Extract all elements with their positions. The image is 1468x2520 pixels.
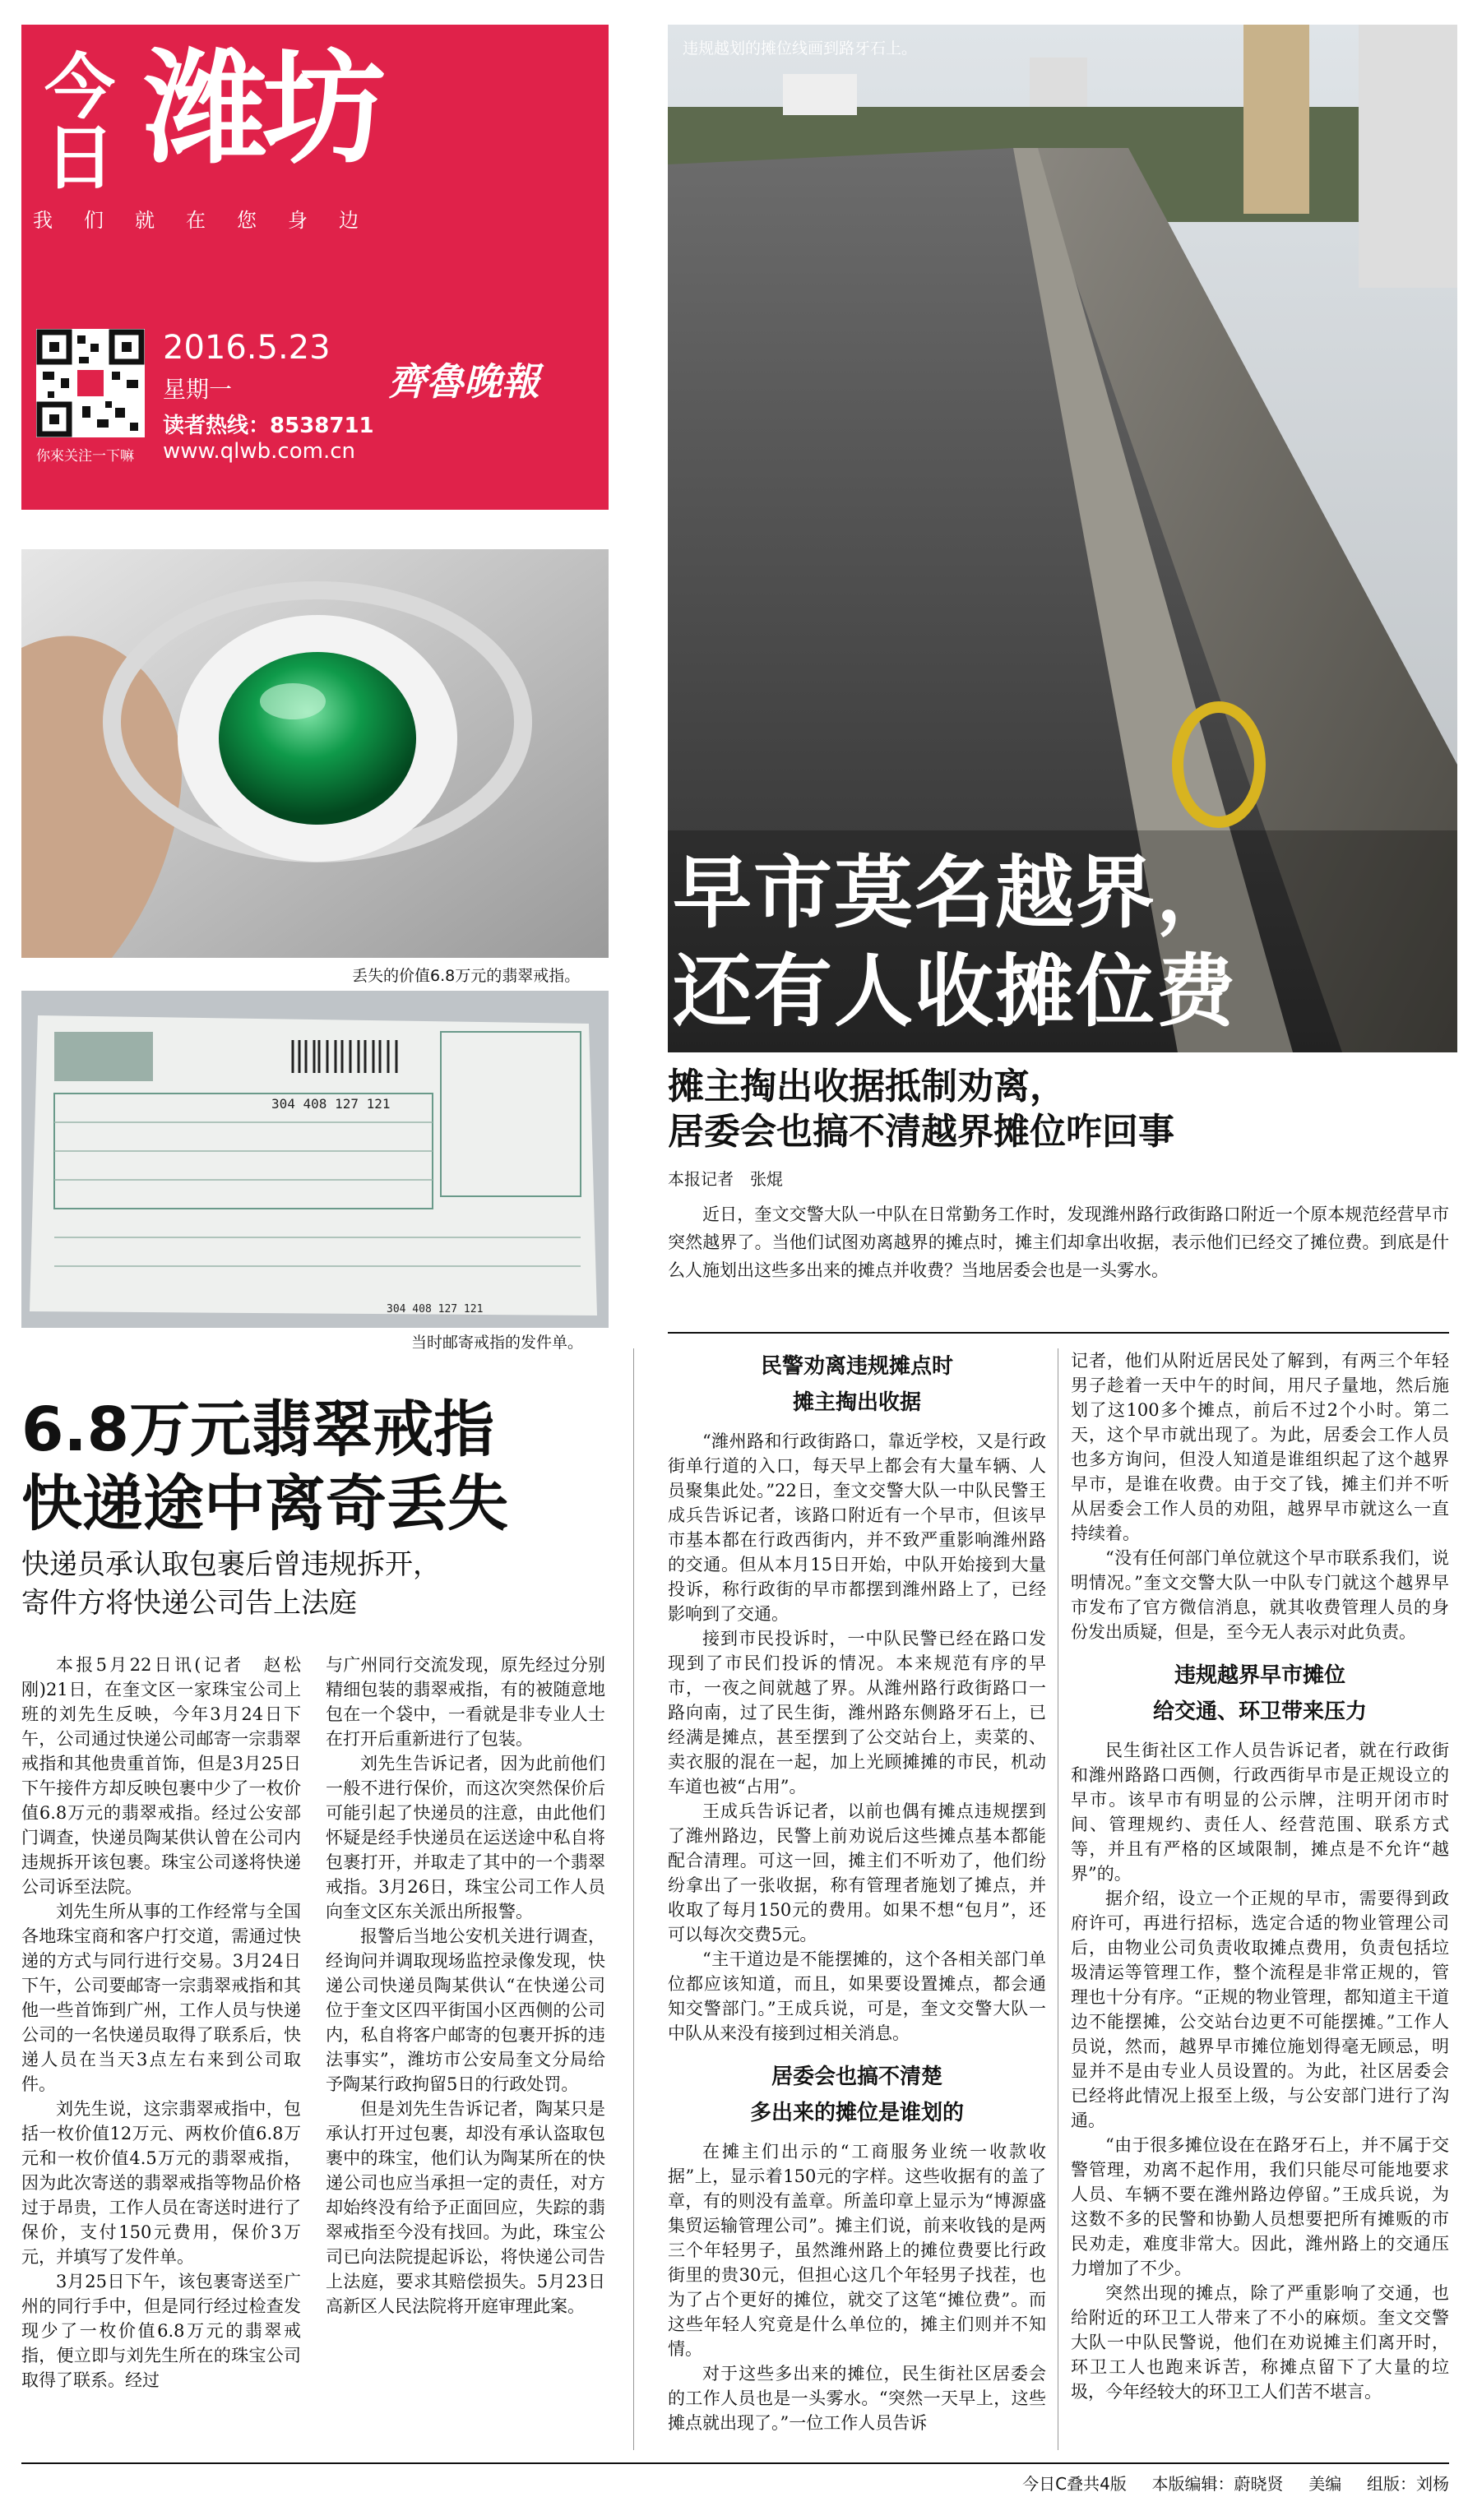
market-lead	[668, 1200, 1449, 1284]
paragraph: 记者，他们从附近居民处了解到，有两三个年轻男子趁着一天中午的时间，用尺子量地，然后施划了这100多个摊点，前后不过2个小时。第二天，这个早市就出现了。为此，居委会工作人员也多方询问，但没人知道是谁组织起了这个越界早市，是谁在收费。由于交了钱，摊主们并不听从居委会工作人员的劝阻，越界早市就这么一直持续着。	[1071, 1351, 1449, 1543]
footer-page-info: 今日C叠共4版	[1022, 2474, 1127, 2494]
ring-photo-caption: 丢失的价值6.8万元的翡翠戒指。	[352, 967, 581, 985]
market-headline-line2: 还有人收摊位费	[673, 946, 1237, 1038]
story-divider	[633, 1348, 634, 2450]
market-section1-title-1: 民警劝离违规摊点时	[760, 1354, 953, 1379]
ring-subhead-line1: 快递员承认取包裹后曾违规拆开，	[21, 1548, 441, 1581]
masthead-slogan: 我们就在您身边	[33, 209, 390, 232]
ring-column-1	[21, 1653, 301, 2393]
footer-layout: 组版：刘杨	[1367, 2474, 1449, 2494]
footer-rule	[21, 2462, 1449, 2464]
market-col3-body	[1071, 1348, 1449, 1644]
receipt-photo	[21, 991, 609, 1328]
receipt-barcode-number: 304 408 127 121	[271, 1096, 391, 1112]
paragraph: 据介绍，设立一个正规的早市，需要得到政府许可，再进行招标，选定合适的物业管理公司后，由物业公司负责收取摊点费用，负责包括垃圾清运等管理工作，整个流程是非常正规的，管理也十分有序。“正规的物业管理，都知道主干道边不能摆摊，公交站台边更不可能摆摊。”工作人员说，然而，越界早市摊位施划得毫无顾忌，明显并不是由专业人员设置的。为此，社区居委会已经将此情况上报至上级，与公安部门进行了沟通。	[1071, 1889, 1449, 2130]
paragraph: 但是刘先生告诉记者，陶某只是承认打开过包裹，却没有承认盗取包裹中的珠宝，他们认为陶某所在的快递公司也应当承担一定的责任，对方却始终没有给予正面回应，失踪的翡翠戒指至今没有找回。为此，珠宝公司已向法院提起诉讼，将快递公司告上法庭，要求其赔偿损失。5月23日高新区人民法院将开庭审理此案。	[326, 2099, 605, 2316]
paragraph: 王成兵告诉记者，以前也偶有摊点违规摆到了潍州路边，民警上前劝说后这些摊点基本都能配合清理。可这一回，摊主们不听劝了，他们纷纷拿出了一张收据，称有管理者施划了摊点，并收取了每月150元的费用。如果不想“包月”，还可以每次交费5元。	[668, 1801, 1046, 1944]
market-section1-body	[668, 1429, 1046, 2046]
paragraph: 报警后当地公安机关进行调查，经询问并调取现场监控录像发现，快递公司快递员陶某供认“在快递公司位于奎文区四平街国小区西侧的公司内，私自将客户邮寄的包裹开拆的违法事实”，潍坊市公安局奎文分局给予陶某行政拘留5日的行政处罚。	[326, 1926, 605, 2094]
market-subhead-line1: 摊主掏出收据抵制劝离，	[668, 1066, 1066, 1107]
paragraph: 接到市民投诉时，一中队民警已经在路口发现到了市民们投诉的情况。本来规范有序的早市，一夜之间就越了界。从潍州路行政街路口一路向南，过了民生街，潍州路东侧路牙石上，已经满是摊点，甚至摆到了公交站台上，卖菜的、卖衣服的混在一起，加上光顾摊摊的市民，机动车道也被“占用”。	[668, 1629, 1046, 1796]
paragraph: 本报5月22日讯(记者 赵松刚)21日，在奎文区一家珠宝公司上班的刘先生反映，今年3月24日下午，公司通过快递公司邮寄一宗翡翠戒指和其他贵重首饰，但是3月25日下午接件方却反映包裹中少了一枚价值6.8万元的翡翠戒指。经过公安部门调查，快递员陶某供认曾在公司内违规拆开该包裹。珠宝公司遂将快递公司诉至法院。	[21, 1655, 301, 1897]
street-photo-caption: 违规越划的摊位线画到路牙石上。	[683, 39, 918, 58]
issue-date: 2016.5.23	[163, 329, 331, 367]
paragraph: 3月25日下午，该包裹寄送至广州的同行手中，但是同行经过检查发现少了一枚价值6.8万元的翡翠戒指，便立即与刘先生所在的珠宝公司取得了联系。经过	[21, 2272, 301, 2390]
market-lead-divider	[668, 1332, 1449, 1334]
paragraph: 与广州同行交流发现，原先经过分别精细包装的翡翠戒指，有的被随意地包在一个袋中，一看就是非专业人士在打开后重新进行了包装。	[326, 1655, 605, 1749]
ring-headline-line1: 6.8万元翡翠戒指	[21, 1394, 495, 1465]
market-column-1	[668, 1348, 1046, 2435]
market-section2-title-2: 多出来的摊位是谁划的	[749, 2101, 964, 2125]
market-section3-title-1: 违规越界早市摊位	[1174, 1663, 1345, 1688]
receipt-barcode-number-bottom: 304 408 127 121	[387, 1303, 484, 1315]
paragraph: “主干道边是不能摆摊的，这个各相关部门单位都应该知道，而且，如果要设置摊点，都会通知交警部门。”王成兵说，可是，奎文交警大队一中队从来没有接到过相关消息。	[668, 1949, 1046, 2043]
paragraph: “没有任何部门单位就这个早市联系我们，说明情况。”奎文交警大队一中队专门就这个越界早市发布了官方微信消息，就其收费管理人员的身份发出质疑，但是，至今无人表示对此负责。	[1071, 1548, 1449, 1642]
market-subhead-line2: 居委会也搞不清越界摊位咋回事	[668, 1111, 1174, 1153]
paragraph: 突然出现的摊点，除了严重影响了交通，也给附近的环卫工人带来了不小的麻烦。奎文交警大队一中队民警说，他们在劝说摊主们离开时，环卫工人也跑来诉苦，称摊点留下了大量的垃圾，今年经较大的环卫工人们苦不堪言。	[1071, 2283, 1449, 2402]
receipt-photo-caption: 当时邮寄戒指的发件单。	[411, 1334, 584, 1352]
footer-art: 美编	[1308, 2474, 1342, 2494]
market-byline: 本报记者 张焜	[668, 1169, 783, 1189]
qr-code-icon	[36, 329, 145, 437]
paragraph: 在摊主们出示的“工商服务业统一收款收据”上，显示着150元的字样。这些收据有的盖了章，有的则没有盖章。所盖印章上显示为“博源盛集贸运输管理公司”。摊主们说，前来收钱的是两三个年轻男子，虽然潍州路上的摊位费要比行政街里的贵30元，但担心这几个年轻男子找茬，也为了占个更好的摊位，就交了这笔“摊位费”。而这些年轻人究竟是什么单位的，摊主们则并不知情。	[668, 2142, 1046, 2359]
ring-column-2	[326, 1653, 605, 2319]
paragraph: 刘先生告诉记者，因为此前他们一般不进行保价，而这次突然保价后可能引起了快递员的注意，由此他们怀疑是经手快递员在运送途中私自将包裹打开，并取走了其中的一个翡翠戒指。3月26日，珠宝公司工作人员向奎文区东关派出所报警。	[326, 1754, 605, 1921]
paragraph: 对于这些多出来的摊位，民生街社区居委会的工作人员也是一头雾水。“突然一天早上，这些摊点就出现了。”一位工作人员告诉	[668, 2364, 1046, 2433]
ring-subhead-line2: 寄件方将快递公司告上法庭	[21, 1587, 357, 1620]
reader-hotline: 读者热线：8538711	[163, 414, 374, 438]
ring-col2-body	[326, 1653, 605, 2319]
ring-photo	[21, 549, 609, 958]
market-section1-title-2: 摊主掏出收据	[792, 1390, 921, 1415]
logo-today: 今日	[32, 49, 114, 191]
market-column-2	[1071, 1348, 1449, 2404]
ring-col1-body	[21, 1653, 301, 2393]
market-headline-line1: 早市莫名越界，	[673, 847, 1237, 939]
paragraph: “潍州路和行政街路口，靠近学校，又是行政街单行道的入口，每天早上都会有大量车辆、人员聚集此处。”22日，奎文交警大队一中队民警王成兵告诉记者，该路口附近有一个早市，但该早市基本都在行政西街内，并不致严重影响潍州路的交通。但从本月15日开始，中队开始接到大量投诉，称行政街的早市都摆到潍州路上了，已经影响到了交通。	[668, 1431, 1046, 1624]
logo-weifang: 潍坊	[144, 38, 382, 181]
market-section2-title-1: 居委会也搞不清楚	[771, 2065, 942, 2089]
paper-name-logo: 齊魯晚報	[388, 359, 540, 404]
market-section2-body	[668, 2139, 1046, 2435]
footer-editor: 本版编辑：蔚晓贤	[1151, 2474, 1284, 2494]
website-link[interactable]: www.qlwb.com.cn	[163, 439, 355, 464]
ring-headline-line2: 快递途中离奇丢失	[21, 1468, 508, 1539]
issue-weekday: 星期一	[163, 376, 233, 403]
paragraph: 刘先生所从事的工作经常与全国各地珠宝商和客户打交道，需通过快递的方式与同行进行交易。3月24日下午，公司要邮寄一宗翡翠戒指和其他一些首饰到广州，工作人员与快递公司的一名快递员取得了联系后，快递人员在当天3点左右来到公司取件。	[21, 1902, 301, 2094]
paragraph: 民生街社区工作人员告诉记者，就在行政街和潍州路路口西侧，行政西街早市是正规设立的早市。该早市有明显的公示牌，注明开闭市时间、管理规约、责任人、经营范围、联系方式等，并且有严格的区域限制，摊点是不允许“越界”的。	[1071, 1741, 1449, 1884]
qr-caption: 你來关注一下嘛	[36, 448, 134, 465]
footer-credits	[855, 2471, 1449, 2495]
market-lead-text: 近日，奎文交警大队一中队在日常勤务工作时，发现潍州路行政街路口附近一个原本规范经营早市突然越界了。当他们试图劝离越界的摊点时，摊主们却拿出收据，表示他们已经交了摊位费。到底是什么人施划出这些多出来的摊点并收费？当地居委会也是一头雾水。	[668, 1205, 1449, 1280]
paragraph: “由于很多摊位设在在路牙石上，并不属于交警管理，劝离不起作用，我们只能尽可能地要求人员、车辆不要在潍州路边停留。”王成兵说，为这数不多的民警和协勤人员想要把所有摊贩的市民劝走，难度非常大。因此，潍州路上的交通压力增加了不少。	[1071, 2135, 1449, 2278]
market-section3-body	[1071, 1738, 1449, 2404]
paragraph: 刘先生说，这宗翡翠戒指中，包括一枚价值12万元、两枚价值6.8万元和一枚价值4.5万元的翡翠戒指，因为此次寄送的翡翠戒指等物品价格过于昂贵，工作人员在寄送时进行了保价，支付150元费用，保价3万元，并填写了发件单。	[21, 2099, 301, 2267]
market-section3-title-2: 给交通、环卫带来压力	[1152, 1699, 1367, 1724]
